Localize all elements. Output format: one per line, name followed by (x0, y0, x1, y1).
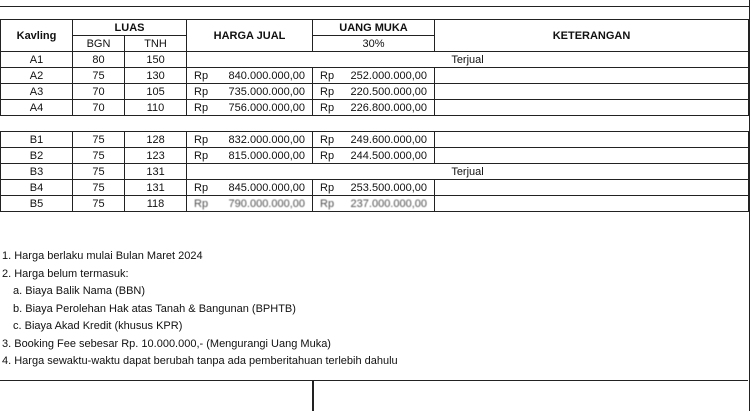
currency-label: Rp (316, 101, 334, 115)
dp-cell (313, 180, 435, 196)
kavling-cell: A4 (1, 100, 73, 116)
kavling-cell: A2 (1, 68, 73, 84)
kavling-cell: A3 (1, 84, 73, 100)
table-row (1, 164, 749, 180)
harga-cell (187, 196, 313, 212)
currency-label: Rp (316, 197, 334, 211)
bgn-cell: 75 (73, 68, 125, 84)
note-item: 3. Booking Fee sebesar Rp. 10.000.000,- (Mengurangi Uang Muka) (2, 336, 398, 354)
table-row (1, 132, 749, 148)
status-sold: Terjual (187, 52, 749, 68)
kavling-cell: B5 (1, 196, 73, 212)
dp-value: 252.000.000,00 (351, 69, 431, 83)
group-a-rows (1, 52, 749, 132)
note-item: 4. Harga sewaktu-waktu dapat berubah tanpa ada pemberitahuan terlebih dahulu (2, 353, 398, 371)
harga-value: 815.000.000,00 (229, 149, 309, 163)
dp-cell (313, 196, 435, 212)
dp-cell (313, 84, 435, 100)
keterangan-cell (435, 132, 749, 148)
price-table (0, 19, 749, 212)
keterangan-cell (435, 196, 749, 212)
harga-value: 735.000.000,00 (229, 85, 309, 99)
table-row (1, 148, 749, 164)
header-keterangan: KETERANGAN (435, 20, 749, 52)
currency-label: Rp (190, 149, 208, 163)
currency-label: Rp (190, 133, 208, 147)
tnh-cell: 131 (125, 164, 187, 180)
tnh-cell: 130 (125, 68, 187, 84)
dp-value: 244.500.000,00 (351, 149, 431, 163)
note-item: 2. Harga belum termasuk: (2, 266, 398, 284)
dp-cell (313, 100, 435, 116)
dp-value: 253.500.000,00 (351, 181, 431, 195)
harga-cell (187, 68, 313, 84)
bgn-cell: 75 (73, 164, 125, 180)
keterangan-cell (435, 148, 749, 164)
keterangan-cell (435, 100, 749, 116)
dp-value: 249.600.000,00 (351, 133, 431, 147)
kavling-cell: B4 (1, 180, 73, 196)
table-row (1, 100, 749, 116)
tnh-cell: 131 (125, 180, 187, 196)
header-bgn: BGN (73, 36, 125, 52)
keterangan-cell (435, 68, 749, 84)
bgn-cell: 80 (73, 52, 125, 68)
harga-value: 756.000.000,00 (229, 101, 309, 115)
note-subitem: b. Biaya Perolehan Hak atas Tanah & Bangunan (BPHTB) (2, 301, 398, 319)
tnh-cell: 123 (125, 148, 187, 164)
currency-label: Rp (316, 85, 334, 99)
table-row (1, 68, 749, 84)
note-subitem: c. Biaya Akad Kredit (khusus KPR) (2, 318, 398, 336)
kavling-cell: B1 (1, 132, 73, 148)
bottom-divider (312, 380, 314, 411)
dp-value: 226.800.000,00 (351, 101, 431, 115)
tnh-cell: 150 (125, 52, 187, 68)
currency-label: Rp (316, 181, 334, 195)
dp-cell (313, 148, 435, 164)
tnh-cell: 105 (125, 84, 187, 100)
table-row (1, 196, 749, 212)
note-subitem: a. Biaya Balik Nama (BBN) (2, 283, 398, 301)
keterangan-cell (435, 180, 749, 196)
harga-cell (187, 100, 313, 116)
bgn-cell: 75 (73, 148, 125, 164)
header-uang-muka: UANG MUKA (313, 20, 435, 36)
group-b-rows (1, 132, 749, 212)
harga-cell (187, 148, 313, 164)
currency-label: Rp (190, 101, 208, 115)
group-separator (1, 116, 749, 132)
harga-value: 845.000.000,00 (229, 181, 309, 195)
bottom-box (0, 380, 748, 412)
currency-label: Rp (190, 181, 208, 195)
dp-cell (313, 68, 435, 84)
currency-label: Rp (190, 197, 208, 211)
notes-section (2, 248, 398, 371)
bgn-cell: 75 (73, 132, 125, 148)
header-tnh: TNH (125, 36, 187, 52)
bgn-cell: 75 (73, 196, 125, 212)
keterangan-cell (435, 84, 749, 100)
dp-value: 220.500.000,00 (351, 85, 431, 99)
kavling-cell: A1 (1, 52, 73, 68)
dp-cell (313, 132, 435, 148)
harga-cell (187, 132, 313, 148)
tnh-cell: 118 (125, 196, 187, 212)
note-item: 1. Harga berlaku mulai Bulan Maret 2024 (2, 248, 398, 266)
harga-cell (187, 84, 313, 100)
table-row (1, 180, 749, 196)
bgn-cell: 70 (73, 84, 125, 100)
harga-value: 832.000.000,00 (229, 133, 309, 147)
harga-value: 840.000.000,00 (229, 69, 309, 83)
currency-label: Rp (190, 69, 208, 83)
dp-value: 237.000.000,00 (351, 197, 431, 211)
header-harga-jual: HARGA JUAL (187, 20, 313, 52)
currency-label: Rp (190, 85, 208, 99)
table-row (1, 84, 749, 100)
currency-label: Rp (316, 69, 334, 83)
header-uang-muka-pct: 30% (313, 36, 435, 52)
kavling-cell: B2 (1, 148, 73, 164)
currency-label: Rp (316, 149, 334, 163)
harga-value: 790.000.000,00 (229, 197, 309, 211)
tnh-cell: 110 (125, 100, 187, 116)
status-sold: Terjual (187, 164, 749, 180)
table-row (1, 52, 749, 68)
header-kavling: Kavling (1, 20, 73, 52)
currency-label: Rp (316, 133, 334, 147)
top-band (0, 0, 750, 7)
bgn-cell: 70 (73, 100, 125, 116)
bgn-cell: 75 (73, 180, 125, 196)
header-luas: LUAS (73, 20, 187, 36)
harga-cell (187, 180, 313, 196)
tnh-cell: 128 (125, 132, 187, 148)
kavling-cell: B3 (1, 164, 73, 180)
